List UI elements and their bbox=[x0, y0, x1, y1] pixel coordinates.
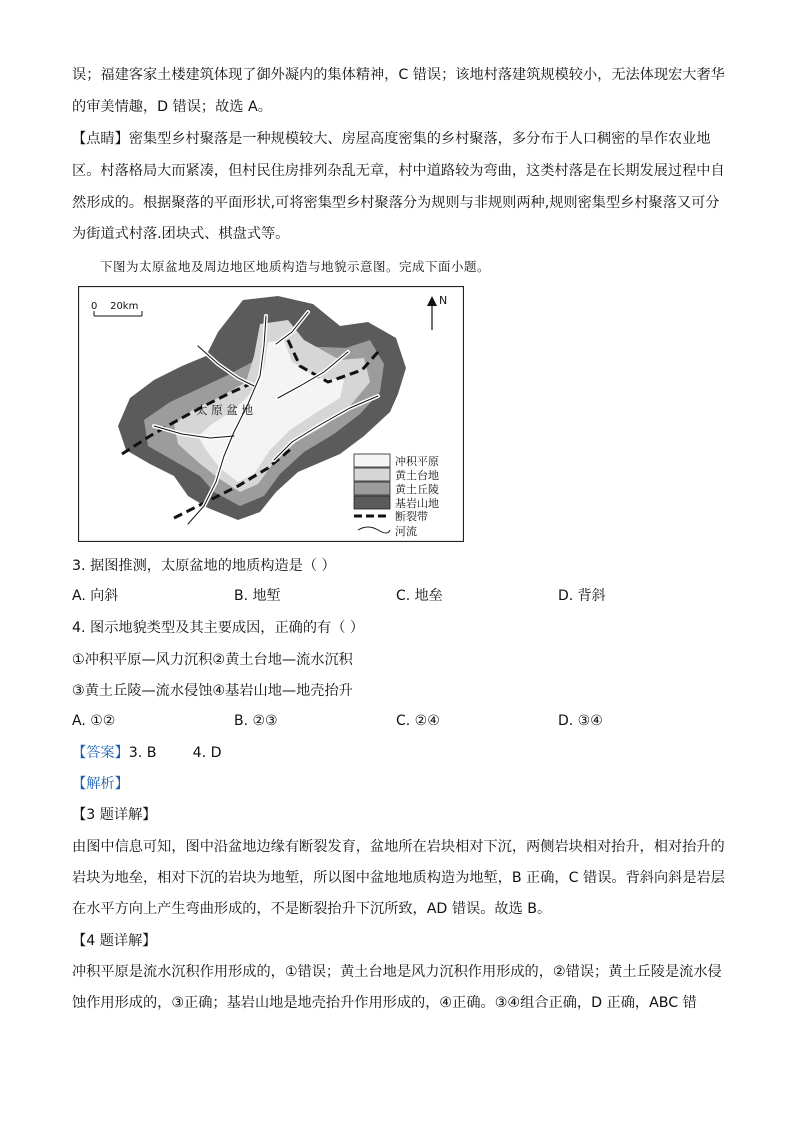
legend-label: 黄土丘陵 bbox=[395, 483, 439, 496]
legend-label: 基岩山地 bbox=[395, 497, 439, 510]
q4-option-a: A. ①② bbox=[72, 713, 116, 729]
q4-option-d: D. ③④ bbox=[558, 713, 603, 729]
detail-4-tag: 【4 题详解】 bbox=[72, 933, 157, 949]
q4-option-c: C. ②④ bbox=[396, 713, 440, 729]
tip-paragraph bbox=[72, 129, 710, 149]
text-line: 区。村落格局大而紧凑，但村民住房排列杂乱无章，村中道路较为弯曲，这类村落是在长期发展过程中自 bbox=[72, 163, 725, 179]
legend-swatch-hills bbox=[354, 482, 390, 495]
scale-label: 0 20km bbox=[91, 301, 139, 312]
q4-option-b: B. ②③ bbox=[234, 713, 278, 729]
legend-label: 黄土台地 bbox=[395, 469, 439, 482]
legend-swatch-terrace bbox=[354, 468, 390, 481]
q3-option-d: D. 背斜 bbox=[558, 588, 606, 604]
geology-map bbox=[78, 286, 464, 542]
tip-text: 密集型乡村聚落是一种规模较大、房屋高度密集的乡村聚落，多分布于人口稠密的旱作农业地 bbox=[128, 131, 711, 147]
analysis-tag: 【解析】 bbox=[72, 776, 129, 792]
basin-label: 太 原 盆 地 bbox=[196, 403, 253, 417]
text-line: 为街道式村落.团块式、棋盘式等。 bbox=[72, 226, 290, 242]
figure-caption: 下图为太原盆地及周边地区地质构造与地貌示意图。完成下面小题。 bbox=[100, 259, 491, 274]
text-line: 误；福建客家土楼建筑体现了御外凝内的集体精神，C 错误；该地村落建筑规模较小，无法体现宏大奢华 bbox=[72, 67, 725, 83]
q3-option-c: C. 地垒 bbox=[396, 588, 443, 604]
q4-statements-1: ①冲积平原—风力沉积②黄土台地—流水沉积 bbox=[72, 652, 353, 668]
legend-label: 冲积平原 bbox=[395, 455, 439, 468]
legend-swatch-mountain bbox=[354, 496, 390, 509]
detail-3-tag: 【3 题详解】 bbox=[72, 807, 157, 823]
answer-text: 3. B 4. D bbox=[128, 745, 222, 761]
answer-tag: 【答案】 bbox=[72, 745, 129, 761]
q3-option-b: B. 地堑 bbox=[234, 588, 281, 604]
text-line: 然形成的。根据聚落的平面形状,可将密集型乡村聚落分为规则与非规则两种,规则密集型乡村聚落又可分 bbox=[72, 195, 720, 211]
q3-stem: 3. 据图推测，太原盆地的地质构造是（ ） bbox=[72, 558, 336, 574]
legend-label: 河流 bbox=[395, 525, 417, 538]
answer-line bbox=[72, 743, 222, 763]
detail-4-text: 蚀作用形成的，③正确；基岩山地是地壳抬升作用形成的，④正确。③④组合正确，D 正确，ABC 错 bbox=[72, 995, 697, 1011]
detail-3-text: 岩块为地垒，相对下沉的岩块为地堑，所以图中盆地地质构造为地堑，B 正确，C 错误。背斜向斜是岩层 bbox=[72, 870, 725, 886]
legend-swatch-plain bbox=[354, 454, 390, 467]
q4-stem: 4. 图示地貌类型及其主要成因，正确的有（ ） bbox=[72, 620, 365, 636]
north-label: N bbox=[439, 294, 448, 307]
detail-4-text: 冲积平原是流水沉积作用形成的，①错误；黄土台地是风力沉积作用形成的，②错误；黄土丘陵是流水侵 bbox=[72, 964, 722, 980]
detail-3-text: 在水平方向上产生弯曲形成的，不是断裂抬升下沉所致，AD 错误。故选 B。 bbox=[72, 901, 552, 917]
q4-statements-2: ③黄土丘陵—流水侵蚀④基岩山地—地壳抬升 bbox=[72, 683, 353, 699]
legend-label: 断裂带 bbox=[395, 510, 428, 523]
text-line: 的审美情趣，D 错误；故选 A。 bbox=[72, 99, 272, 115]
q3-option-a: A. 向斜 bbox=[72, 588, 119, 604]
detail-3-text: 由图中信息可知，图中沿盆地边缘有断裂发育，盆地所在岩块相对下沉，两侧岩块相对抬升，相对抬升的 bbox=[72, 839, 725, 855]
tip-tag: 【点睛】 bbox=[72, 131, 129, 147]
